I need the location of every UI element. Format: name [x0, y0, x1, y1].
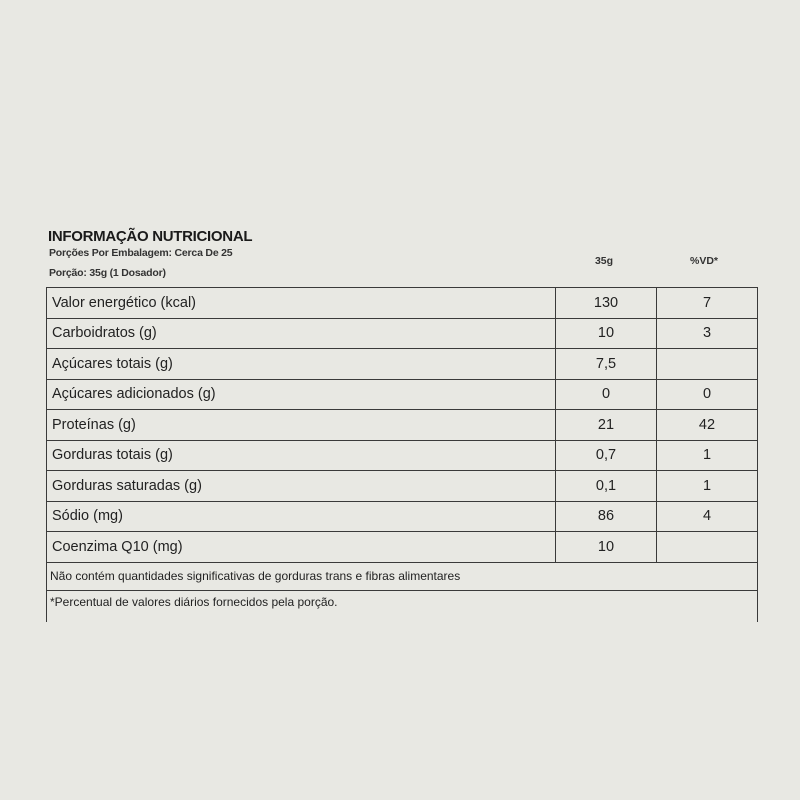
footnote-row	[47, 590, 758, 622]
table-row	[47, 288, 758, 319]
nutrient-dv: 42	[657, 410, 758, 441]
serving-size: Porção: 35g (1 Dosador)	[49, 267, 166, 279]
servings-per-package: Porções Por Embalagem: Cerca De 25	[49, 247, 233, 259]
label-title: INFORMAÇÃO NUTRICIONAL	[48, 228, 253, 245]
table-row	[47, 532, 758, 563]
table-row	[47, 440, 758, 471]
nutrient-amount: 0,1	[556, 471, 657, 502]
table-row	[47, 501, 758, 532]
nutrient-dv	[657, 349, 758, 380]
nutrient-amount: 21	[556, 410, 657, 441]
nutrient-amount: 10	[556, 318, 657, 349]
nutrient-name: Gorduras saturadas (g)	[47, 471, 556, 502]
nutrition-facts-label	[46, 228, 756, 622]
nutrient-amount: 86	[556, 501, 657, 532]
nutrient-amount: 0,7	[556, 440, 657, 471]
nutrient-dv: 3	[657, 318, 758, 349]
nutrient-name: Sódio (mg)	[47, 501, 556, 532]
nutrient-amount: 130	[556, 288, 657, 319]
nutrient-dv	[657, 532, 758, 563]
table-row	[47, 410, 758, 441]
note-row	[47, 562, 758, 590]
nutrient-name: Açúcares totais (g)	[47, 349, 556, 380]
column-header-amount: 35g	[594, 255, 614, 267]
nutrient-dv: 0	[657, 379, 758, 410]
column-header-dv: %VD*	[689, 255, 718, 267]
not-significant-note: Não contém quantidades significativas de gorduras trans e fibras alimentares	[47, 562, 758, 590]
dv-footnote: *Percentual de valores diários fornecidos pela porção.	[47, 590, 758, 622]
nutrient-name: Valor energético (kcal)	[47, 288, 556, 319]
nutrient-name: Açúcares adicionados (g)	[47, 379, 556, 410]
nutrient-name: Gorduras totais (g)	[47, 440, 556, 471]
nutrient-amount: 7,5	[556, 349, 657, 380]
table-row	[47, 318, 758, 349]
nutrient-name: Proteínas (g)	[47, 410, 556, 441]
nutrient-name: Coenzima Q10 (mg)	[47, 532, 556, 563]
nutrient-name: Carboidratos (g)	[47, 318, 556, 349]
label-header	[46, 247, 756, 287]
table-row	[47, 471, 758, 502]
nutrient-amount: 10	[556, 532, 657, 563]
table-row	[47, 379, 758, 410]
nutrition-table	[46, 287, 758, 622]
table-row	[47, 349, 758, 380]
nutrient-amount: 0	[556, 379, 657, 410]
nutrient-dv: 1	[657, 440, 758, 471]
nutrient-dv: 7	[657, 288, 758, 319]
nutrient-dv: 4	[657, 501, 758, 532]
nutrient-dv: 1	[657, 471, 758, 502]
